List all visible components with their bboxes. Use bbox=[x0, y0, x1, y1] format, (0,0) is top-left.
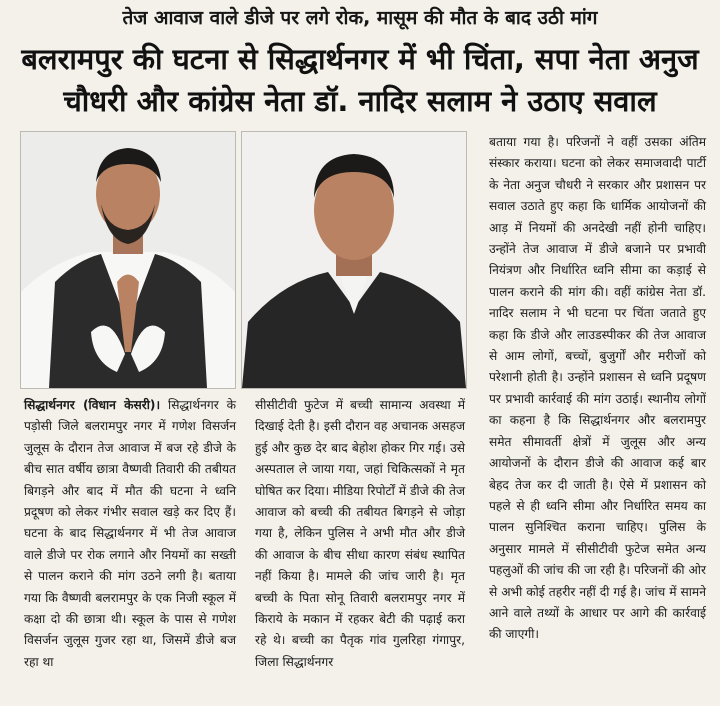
article-body-2: सीसीटीवी फुटेज में बच्ची सामान्य अवस्था में दिखाई देती है। इसी दौरान वह अचानक असहज हुई और कुछ देर बाद बेहोश होकर गिर गई। उसे अस्पताल ले जाया गया, जहां चिकित्सकों ने मृत घोषित कर दिया। मीडिया रिपोर्टों में डीजे की तेज आवाज को बच्ची की तबीयत बिगड़ने से जोड़ा गया है, लेकिन पुलिस ने अभी मौत और डीजे की आवाज के बीच सीधा कारण संबंध स्थापित नहीं किया है। मामले की जांच जारी है। मृत बच्ची के पिता सोनू तिवारी बलरामपुर नगर में किराये के मकान में रहकर बेटी की पढ़ाई करा रहे थे। बच्ची का पैतृक गांव गुलरिहा गंगापुर, जिला सिद्धार्थनगर bbox=[255, 398, 465, 669]
portrait-illustration-2 bbox=[242, 132, 466, 388]
portrait-illustration-1 bbox=[21, 132, 235, 388]
article-column-2 bbox=[255, 395, 465, 673]
article-body-3: बताया गया है। परिजनों ने वहीं उसका अंतिम संस्कार कराया। घटना को लेकर समाजवादी पार्टी के नेता अनुज चौधरी ने सरकार और प्रशासन पर सवाल उठाते हुए कहा कि धार्मिक आयोजनों की आड़ में नियमों की अनदेखी नहीं होनी चाहिए। उन्होंने तेज आवाज में डीजे बजाने पर प्रभावी नियंत्रण और निर्धारित ध्वनि सीमा का कड़ाई से पालन कराने की मांग की। वहीं कांग्रेस नेता डॉ. नादिर सलाम ने भी घटना पर चिंता जताते हुए कहा कि डीजे और लाउडस्पीकर की तेज आवाज से आम लोगों, बच्चों, बुजुर्गों और मरीजों को परेशानी होती है। उन्होंने प्रशासन से ध्वनि प्रदूषण पर प्रभावी कार्रवाई की मांग उठाई। स्थानीय लोगों का कहना है कि सिद्धार्थनगर और बलरामपुर समेत सीमावर्ती क्षेत्रों में जुलूस और अन्य आयोजनों के दौरान डीजे की आवाज कई बार बेहद तेज कर दी जाती है। ऐसे में प्रशासन को पहले से ही ध्वनि सीमा और निर्धारित समय का पालन सुनिश्चित कराना चाहिए। पुलिस के अनुसार मामले में सीसीटीवी फुटेज समेत अन्य पहलुओं की जांच की जा रही है। परिजनों की ओर से अभी कोई तहरीर नहीं दी गई है। जांच में सामने आने वाले तथ्यों के आधार पर आगे की कार्रवाई की जाएगी। bbox=[489, 135, 706, 642]
person-with-folded-hands-photo bbox=[20, 131, 236, 389]
person-in-dark-coat-photo bbox=[241, 131, 467, 389]
article-body-1 bbox=[24, 395, 236, 673]
kicker-headline: तेज आवाज वाले डीजे पर लगे रोक, मासूम की मौत के बाद उठी मांग bbox=[122, 7, 598, 29]
headline-line-1: बलरामपुर की घटना से सिद्धार्थनगर में भी चिंता, सपा नेता अनुज bbox=[21, 42, 699, 76]
col1-text: सिद्धार्थनगर के पड़ोसी जिले बलरामपुर नगर में गणेश विसर्जन जुलूस के दौरान तेज आवाज में बज रहे डीजे के बीच सात वर्षीय छात्रा वैष्णवी तिवारी की तबीयत बिगड़ने और बाद में मौत की घटना ने ध्वनि प्रदूषण को लेकर गंभीर सवाल खड़े कर दिए हैं। घटना के बाद सिद्धार्थनगर में भी तेज आवाज वाले डीजे पर रोक लगाने और नियमों का सख्ती से पालन कराने की मांग उठने लगी है। बताया गया कि वैष्णवी बलरामपुर के एक निजी स्कूल में कक्षा दो की छात्रा थी। स्कूल के पास से गणेश विसर्जन जुलूस गुजर रहा था, जिसमें डीजे बज रहा था bbox=[24, 398, 236, 669]
article-column-1 bbox=[24, 395, 236, 673]
headline-line-2: चौधरी और कांग्रेस नेता डॉ. नादिर सलाम ने उठाए सवाल bbox=[63, 84, 657, 118]
dateline: सिद्धार्थनगर (विधान केसरी)। bbox=[24, 398, 161, 412]
article-column-3 bbox=[489, 132, 706, 646]
main-headline bbox=[0, 38, 720, 122]
